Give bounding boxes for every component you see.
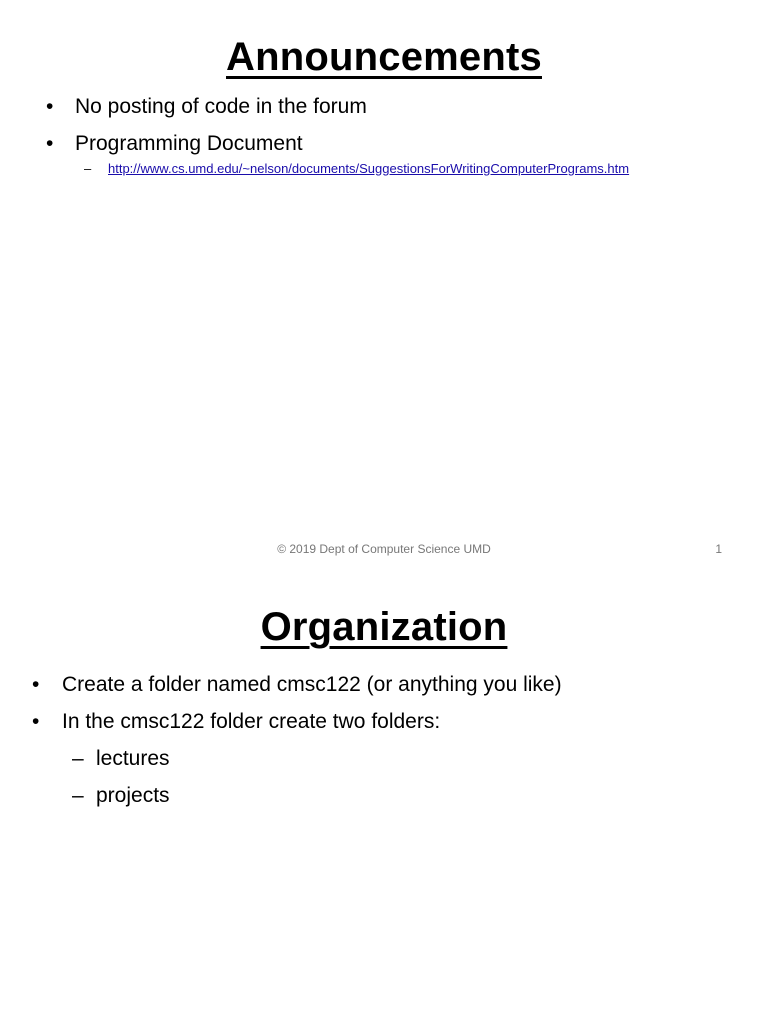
- bullet-text: No posting of code in the forum: [75, 95, 367, 118]
- sub-item-text: projects: [96, 784, 170, 807]
- list-item: [46, 93, 629, 130]
- list-item: [32, 708, 562, 745]
- sub-item-text: lectures: [96, 747, 170, 770]
- bullet-text: In the cmsc122 folder create two folders:: [62, 710, 441, 733]
- sub-list-item: [32, 745, 562, 782]
- slide-title: Organization: [260, 605, 508, 649]
- bullet-mark: •: [32, 673, 40, 696]
- slide-organization: [0, 512, 768, 1024]
- sub-list-item: [46, 159, 629, 183]
- programming-document-link[interactable]: http://www.cs.umd.edu/~nelson/documents/SuggestionsForWritingComputerPrograms.htm: [108, 161, 630, 176]
- bullet-list: [32, 671, 562, 819]
- dash-mark: –: [72, 784, 84, 807]
- bullet-mark: •: [46, 95, 54, 118]
- copyright-text: © 2019 Dept of Computer Science UMD: [277, 542, 491, 556]
- slide-title: Announcements: [226, 35, 542, 79]
- bullet-text: Programming Document: [75, 132, 303, 155]
- bullet-list: [46, 93, 629, 183]
- dash-mark: –: [72, 747, 84, 770]
- bullet-text: Create a folder named cmsc122 (or anything you like): [62, 673, 562, 696]
- page-number: 1: [715, 542, 722, 556]
- bullet-mark: •: [46, 132, 54, 155]
- dash-mark: –: [84, 161, 92, 176]
- bullet-mark: •: [32, 710, 40, 733]
- sub-list-item: [32, 782, 562, 819]
- list-item: [32, 671, 562, 708]
